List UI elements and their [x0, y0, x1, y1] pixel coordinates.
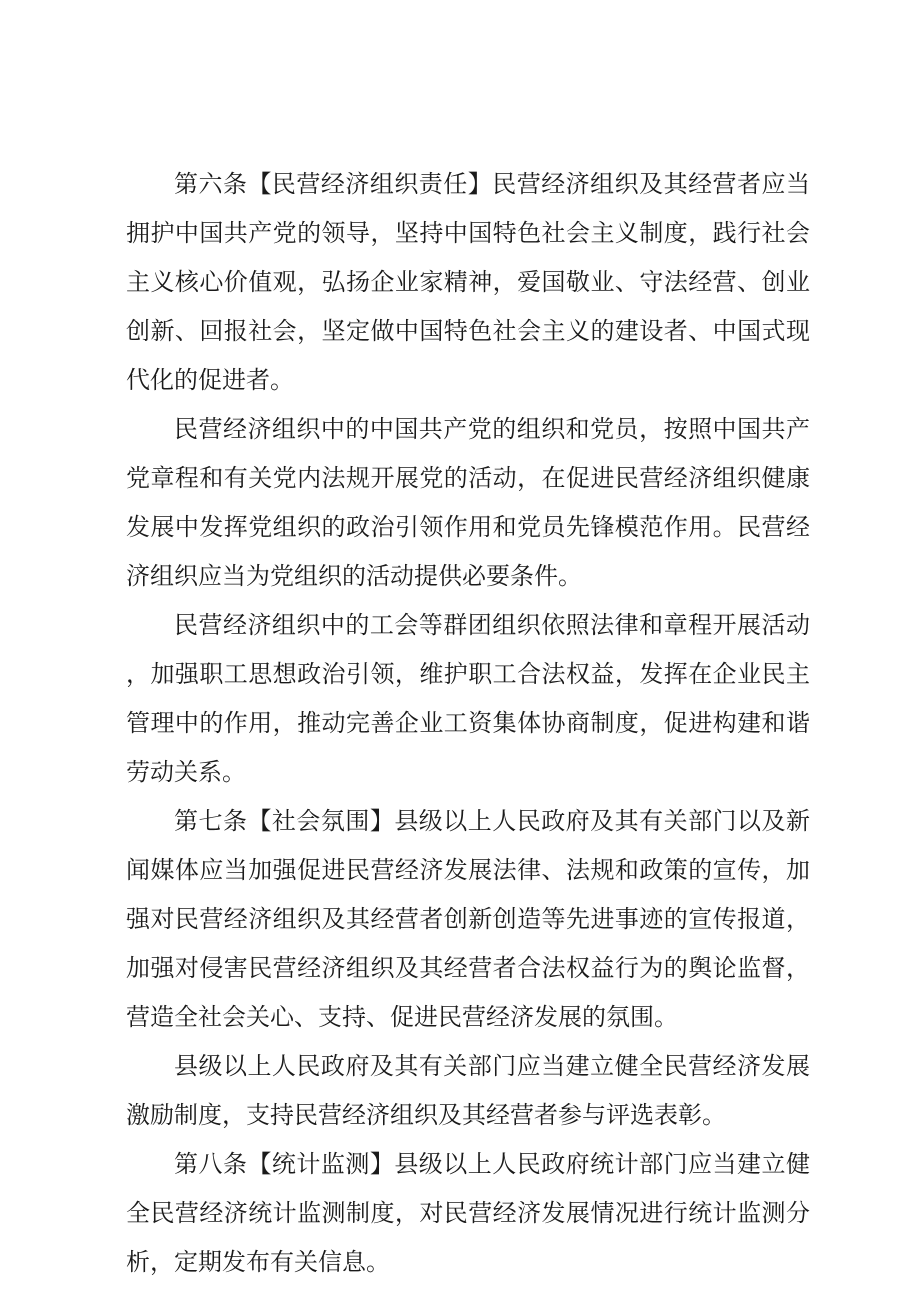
trade-union-paragraph: 民营经济组织中的工会等群团组织依照法律和章程开展活动，加强职工思想政治引领，维护职工合法权益，发挥在企业民主管理中的作用，推动完善企业工资集体协商制度，促进构建和谐劳动关系。	[126, 611, 810, 786]
article-7-paragraph: 第七条【社会氛围】县级以上人民政府及其有关部门以及新闻媒体应当加强促进民营经济发展法律、法规和政策的宣传，加强对民营经济组织及其经营者创新创造等先进事迹的宣传报道，加强对侵害民营经济组织及其经营者合法权益行为的舆论监督，营造全社会关心、支持、促进民营经济发展的氛围。	[126, 807, 810, 1031]
document-body	[126, 160, 810, 1287]
article-8-paragraph: 第八条【统计监测】县级以上人民政府统计部门应当建立健全民营经济统计监测制度，对民营经济发展情况进行统计监测分析，定期发布有关信息。	[126, 1150, 810, 1276]
incentive-system-paragraph: 县级以上人民政府及其有关部门应当建立健全民营经济发展激励制度，支持民营经济组织及其经营者参与评选表彰。	[126, 1052, 810, 1129]
party-organization-paragraph: 民营经济组织中的中国共产党的组织和党员，按照中国共产党章程和有关党内法规开展党的活动，在促进民营经济组织健康发展中发挥党组织的政治引领作用和党员先锋模范作用。民营经济组织应当为党组织的活动提供必要条件。	[126, 415, 810, 590]
article-6-paragraph: 第六条【民营经济组织责任】民营经济组织及其经营者应当拥护中国共产党的领导，坚持中国特色社会主义制度，践行社会主义核心价值观，弘扬企业家精神，爱国敬业、守法经营、创业创新、回报社会，坚定做中国特色社会主义的建设者、中国式现代化的促进者。	[126, 170, 810, 394]
